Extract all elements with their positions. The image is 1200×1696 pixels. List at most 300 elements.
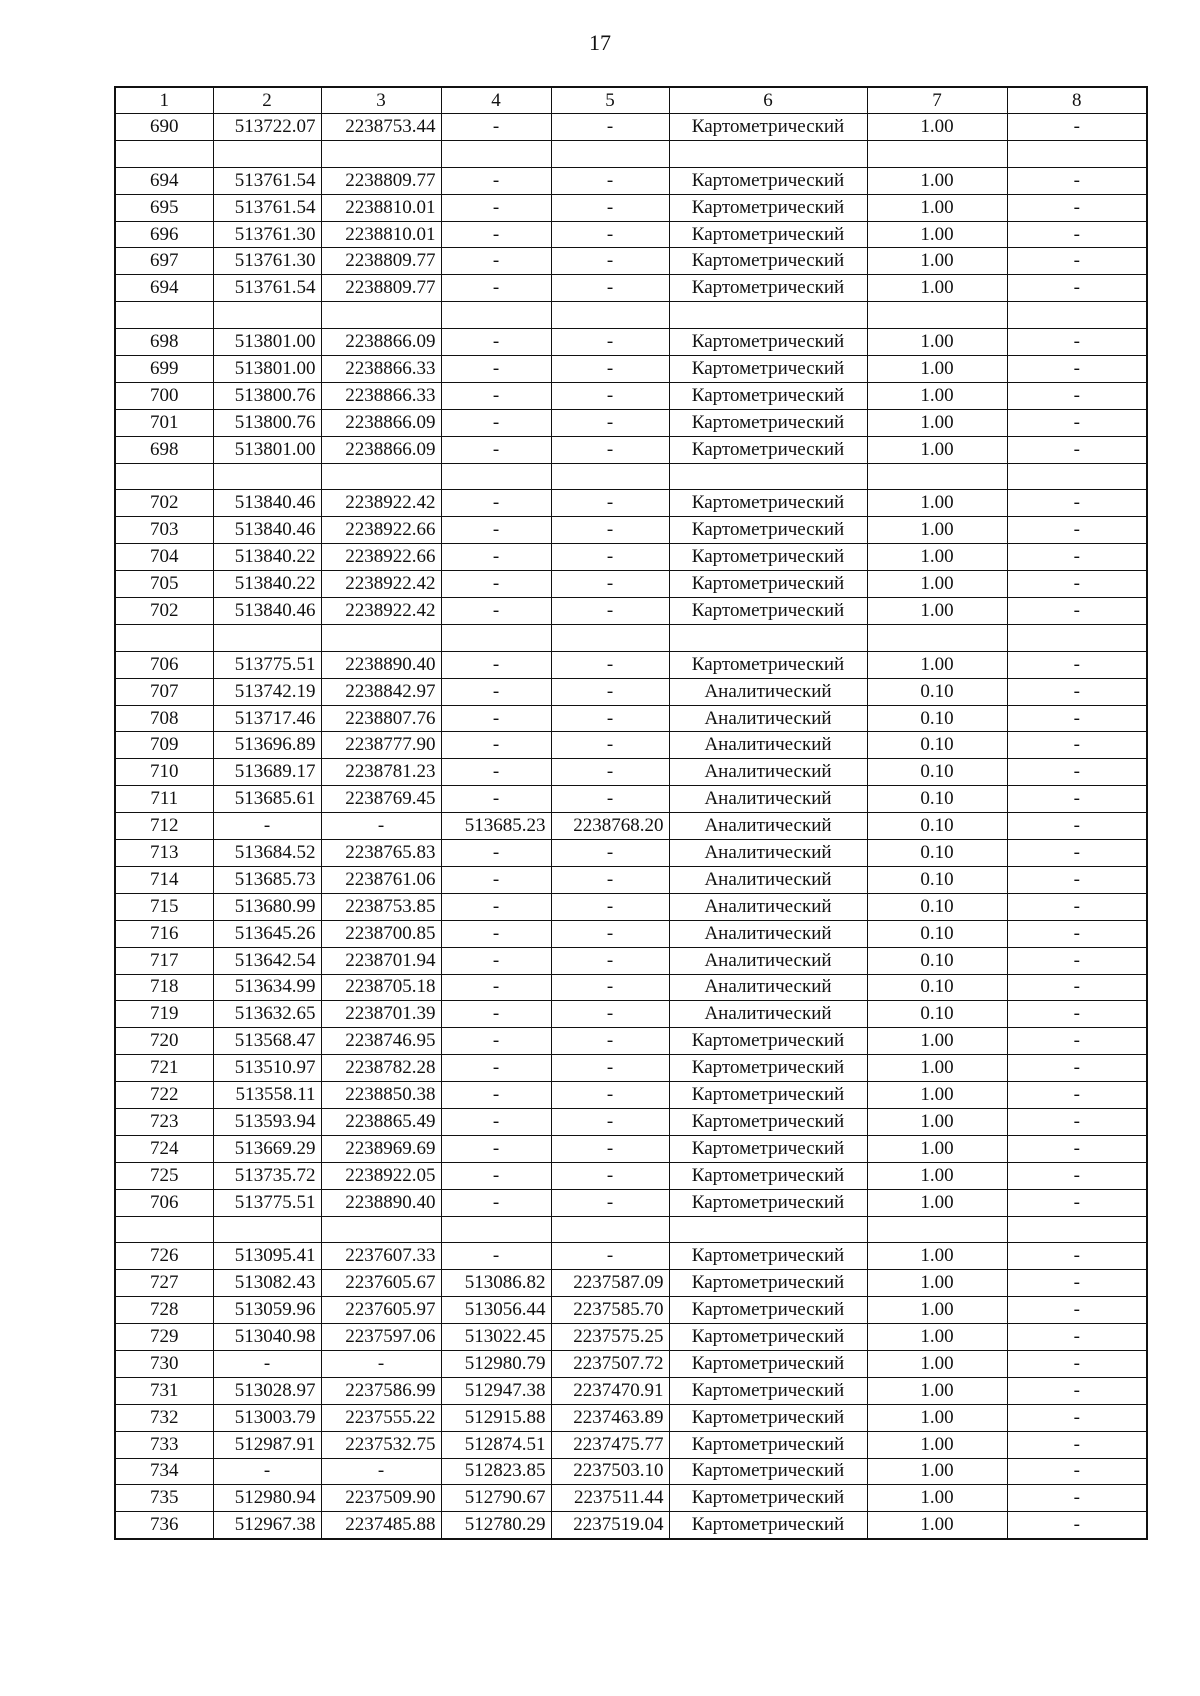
table-cell: Картометрический [669, 436, 867, 463]
empty-cell [321, 302, 441, 329]
table-cell: - [1007, 436, 1147, 463]
table-cell: - [551, 1055, 669, 1082]
table-cell: - [441, 678, 551, 705]
table-cell: 2238701.39 [321, 1001, 441, 1028]
table-cell: - [441, 1162, 551, 1189]
table-cell: 512980.79 [441, 1350, 551, 1377]
empty-cell [867, 140, 1007, 167]
table-cell: 694 [115, 167, 213, 194]
table-cell: - [1007, 356, 1147, 383]
table-cell: 1.00 [867, 221, 1007, 248]
empty-cell [321, 624, 441, 651]
table-cell: 1.00 [867, 329, 1007, 356]
table-cell: 1.00 [867, 1377, 1007, 1404]
table-cell: 1.00 [867, 167, 1007, 194]
table-cell: 513022.45 [441, 1324, 551, 1351]
table-cell: - [321, 1350, 441, 1377]
table-cell: - [441, 1028, 551, 1055]
table-cell: 2237575.25 [551, 1324, 669, 1351]
table-cell: 703 [115, 517, 213, 544]
table-cell: Аналитический [669, 813, 867, 840]
table-cell: 2238761.06 [321, 866, 441, 893]
table-cell: 716 [115, 920, 213, 947]
table-cell: 1.00 [867, 382, 1007, 409]
table-row [115, 786, 1147, 813]
table-cell: - [213, 1350, 321, 1377]
table-cell: - [551, 114, 669, 141]
table-cell: 2238768.20 [551, 813, 669, 840]
table-cell: - [1007, 571, 1147, 598]
empty-cell [867, 463, 1007, 490]
table-cell: - [551, 678, 669, 705]
table-cell: 2237503.10 [551, 1458, 669, 1485]
table-cell: - [441, 194, 551, 221]
table-cell: - [441, 490, 551, 517]
table-cell: 513558.11 [213, 1082, 321, 1109]
table-cell: 0.10 [867, 813, 1007, 840]
table-cell: Картометрический [669, 1082, 867, 1109]
table-cell: 2238810.01 [321, 221, 441, 248]
table-cell: 2238809.77 [321, 248, 441, 275]
empty-cell [551, 302, 669, 329]
table-row-separator [115, 302, 1147, 329]
table-cell: 2238850.38 [321, 1082, 441, 1109]
table-cell: - [551, 974, 669, 1001]
table-cell: 704 [115, 544, 213, 571]
table-cell: Картометрический [669, 114, 867, 141]
table-cell: - [441, 732, 551, 759]
table-row [115, 974, 1147, 1001]
table-cell: - [1007, 893, 1147, 920]
empty-cell [867, 1216, 1007, 1243]
table-cell: - [551, 517, 669, 544]
table-cell: 2237485.88 [321, 1512, 441, 1539]
table-cell: 726 [115, 1243, 213, 1270]
table-cell: 2237605.97 [321, 1297, 441, 1324]
table-body [115, 87, 1147, 1539]
table-cell: - [1007, 1270, 1147, 1297]
table-cell: - [1007, 1001, 1147, 1028]
table-cell: Картометрический [669, 1243, 867, 1270]
table-cell: 2238890.40 [321, 651, 441, 678]
table-cell: - [551, 544, 669, 571]
empty-cell [1007, 463, 1147, 490]
table-cell: 513510.97 [213, 1055, 321, 1082]
table-cell: - [551, 840, 669, 867]
table-row [115, 813, 1147, 840]
table-cell: 708 [115, 705, 213, 732]
table-cell: - [441, 651, 551, 678]
table-cell: - [1007, 1350, 1147, 1377]
empty-cell [669, 463, 867, 490]
table-cell: Картометрический [669, 1431, 867, 1458]
table-cell: 1.00 [867, 194, 1007, 221]
table-cell: 2238890.40 [321, 1189, 441, 1216]
table-cell: - [551, 221, 669, 248]
table-cell: - [441, 598, 551, 625]
table-cell: 2237463.89 [551, 1404, 669, 1431]
table-row [115, 436, 1147, 463]
table-cell: Аналитический [669, 974, 867, 1001]
empty-cell [441, 1216, 551, 1243]
table-cell: 702 [115, 598, 213, 625]
table-cell: 1.00 [867, 544, 1007, 571]
table-cell: Картометрический [669, 651, 867, 678]
table-cell: 734 [115, 1458, 213, 1485]
empty-cell [1007, 140, 1147, 167]
table-row [115, 866, 1147, 893]
table-cell: - [1007, 1162, 1147, 1189]
table-cell: 697 [115, 248, 213, 275]
table-cell: - [1007, 194, 1147, 221]
table-cell: 512915.88 [441, 1404, 551, 1431]
table-row [115, 893, 1147, 920]
table-cell: 513840.22 [213, 544, 321, 571]
table-cell: 1.00 [867, 1243, 1007, 1270]
table-row [115, 1082, 1147, 1109]
table-cell: - [551, 947, 669, 974]
table-cell: 718 [115, 974, 213, 1001]
empty-cell [115, 463, 213, 490]
table-row [115, 194, 1147, 221]
table-cell: 1.00 [867, 114, 1007, 141]
table-cell: - [441, 1135, 551, 1162]
table-cell: - [1007, 517, 1147, 544]
table-cell: 0.10 [867, 678, 1007, 705]
table-cell: 513801.00 [213, 356, 321, 383]
table-cell: 702 [115, 490, 213, 517]
table-cell: - [1007, 759, 1147, 786]
table-cell: 695 [115, 194, 213, 221]
table-row-separator [115, 140, 1147, 167]
table-cell: Картометрический [669, 517, 867, 544]
table-cell: 2237507.72 [551, 1350, 669, 1377]
table-cell: 513840.46 [213, 490, 321, 517]
table-row [115, 840, 1147, 867]
table-cell: - [1007, 329, 1147, 356]
empty-cell [551, 624, 669, 651]
table-cell: - [321, 813, 441, 840]
table-cell: 698 [115, 329, 213, 356]
table-cell: - [1007, 114, 1147, 141]
table-cell: 722 [115, 1082, 213, 1109]
table-cell: 1.00 [867, 490, 1007, 517]
table-cell: 2238753.44 [321, 114, 441, 141]
table-cell: - [441, 1108, 551, 1135]
table-cell: 513801.00 [213, 436, 321, 463]
table-cell: 2238865.49 [321, 1108, 441, 1135]
table-cell: 512967.38 [213, 1512, 321, 1539]
table-cell: 715 [115, 893, 213, 920]
table-row [115, 356, 1147, 383]
table-cell: Картометрический [669, 1028, 867, 1055]
table-cell: 2237587.09 [551, 1270, 669, 1297]
table-cell: 513801.00 [213, 329, 321, 356]
table-cell: - [1007, 678, 1147, 705]
column-header: 1 [115, 87, 213, 114]
empty-cell [1007, 624, 1147, 651]
column-header: 7 [867, 87, 1007, 114]
table-cell: 2238807.76 [321, 705, 441, 732]
table-cell: 2237509.90 [321, 1485, 441, 1512]
table-cell: - [1007, 167, 1147, 194]
table-row [115, 1324, 1147, 1351]
table-row [115, 920, 1147, 947]
table-row [115, 1377, 1147, 1404]
table-row [115, 1485, 1147, 1512]
table-cell: Картометрический [669, 571, 867, 598]
table-cell: 721 [115, 1055, 213, 1082]
table-cell: - [441, 974, 551, 1001]
table-cell: - [551, 490, 669, 517]
table-cell: 1.00 [867, 1297, 1007, 1324]
table-cell: 1.00 [867, 1028, 1007, 1055]
table-cell: Аналитический [669, 786, 867, 813]
table-cell: 1.00 [867, 1485, 1007, 1512]
empty-cell [669, 624, 867, 651]
table-cell: - [1007, 1324, 1147, 1351]
table-cell: 2238810.01 [321, 194, 441, 221]
table-cell: - [551, 1028, 669, 1055]
table-row [115, 329, 1147, 356]
table-cell: 513645.26 [213, 920, 321, 947]
table-cell: - [441, 1189, 551, 1216]
table-row [115, 544, 1147, 571]
table-cell: Картометрический [669, 409, 867, 436]
table-cell: 2238866.09 [321, 436, 441, 463]
column-header: 8 [1007, 87, 1147, 114]
table-cell: Картометрический [669, 1377, 867, 1404]
table-cell: 690 [115, 114, 213, 141]
table-cell: 2238922.42 [321, 490, 441, 517]
table-cell: 513800.76 [213, 382, 321, 409]
table-cell: - [551, 893, 669, 920]
table-cell: 513040.98 [213, 1324, 321, 1351]
empty-cell [867, 302, 1007, 329]
table-cell: 2238765.83 [321, 840, 441, 867]
table-cell: 512823.85 [441, 1458, 551, 1485]
table-cell: 1.00 [867, 1055, 1007, 1082]
table-cell: Картометрический [669, 1485, 867, 1512]
table-cell: - [441, 893, 551, 920]
table-row [115, 732, 1147, 759]
table-cell: - [1007, 920, 1147, 947]
empty-cell [213, 624, 321, 651]
table-cell: - [441, 544, 551, 571]
table-cell: 1.00 [867, 1082, 1007, 1109]
table-cell: 710 [115, 759, 213, 786]
table-row [115, 248, 1147, 275]
table-cell: - [551, 866, 669, 893]
empty-cell [551, 463, 669, 490]
table-cell: Аналитический [669, 759, 867, 786]
table-cell: 714 [115, 866, 213, 893]
table-cell: Картометрический [669, 1055, 867, 1082]
table-cell: Картометрический [669, 1512, 867, 1539]
table-cell: 0.10 [867, 1001, 1007, 1028]
table-cell: Картометрический [669, 1108, 867, 1135]
table-cell: 513840.46 [213, 517, 321, 544]
table-cell: 2237532.75 [321, 1431, 441, 1458]
table-cell: 0.10 [867, 732, 1007, 759]
table-cell: 513059.96 [213, 1297, 321, 1324]
table-row [115, 1108, 1147, 1135]
table-cell: Аналитический [669, 1001, 867, 1028]
table-cell: - [551, 1001, 669, 1028]
table-cell: - [551, 248, 669, 275]
table-cell: - [1007, 1055, 1147, 1082]
table-row [115, 1189, 1147, 1216]
empty-cell [441, 463, 551, 490]
table-cell: 512790.67 [441, 1485, 551, 1512]
table-cell: Картометрический [669, 1189, 867, 1216]
empty-cell [115, 140, 213, 167]
table-cell: - [441, 1243, 551, 1270]
table-cell: 513800.76 [213, 409, 321, 436]
table-row [115, 167, 1147, 194]
table-cell: - [1007, 1108, 1147, 1135]
table-cell: - [551, 1135, 669, 1162]
table-cell: 513684.52 [213, 840, 321, 867]
empty-cell [213, 1216, 321, 1243]
column-header: 5 [551, 87, 669, 114]
empty-cell [441, 624, 551, 651]
table-cell: 513028.97 [213, 1377, 321, 1404]
table-cell: - [551, 759, 669, 786]
table-cell: - [441, 1001, 551, 1028]
table-cell: 513840.46 [213, 598, 321, 625]
table-cell: - [551, 275, 669, 302]
table-cell: 701 [115, 409, 213, 436]
table-cell: - [1007, 786, 1147, 813]
table-cell: Картометрический [669, 329, 867, 356]
table-row [115, 490, 1147, 517]
table-cell: 2238866.09 [321, 409, 441, 436]
table-cell: - [1007, 1485, 1147, 1512]
table-cell: 706 [115, 1189, 213, 1216]
table-row [115, 1512, 1147, 1539]
table-cell: 1.00 [867, 1270, 1007, 1297]
table-cell: Картометрический [669, 221, 867, 248]
table-cell: 705 [115, 571, 213, 598]
table-cell: 2238777.90 [321, 732, 441, 759]
table-cell: - [1007, 382, 1147, 409]
table-cell: 709 [115, 732, 213, 759]
table-cell: - [1007, 813, 1147, 840]
table-cell: - [213, 1458, 321, 1485]
table-cell: 733 [115, 1431, 213, 1458]
table-cell: 513003.79 [213, 1404, 321, 1431]
empty-cell [1007, 302, 1147, 329]
table-cell: 713 [115, 840, 213, 867]
table-row [115, 409, 1147, 436]
table-cell: - [1007, 248, 1147, 275]
table-cell: 513775.51 [213, 1189, 321, 1216]
table-cell: 2238866.09 [321, 329, 441, 356]
table-row [115, 759, 1147, 786]
table-row [115, 1404, 1147, 1431]
table-cell: 1.00 [867, 1458, 1007, 1485]
table-cell: 513717.46 [213, 705, 321, 732]
table-cell: Картометрический [669, 1350, 867, 1377]
table-cell: - [441, 947, 551, 974]
table-cell: 2237585.70 [551, 1297, 669, 1324]
table-cell: 1.00 [867, 598, 1007, 625]
table-cell: 512980.94 [213, 1485, 321, 1512]
table-cell: - [551, 705, 669, 732]
table-row-separator [115, 1216, 1147, 1243]
table-row [115, 571, 1147, 598]
table-cell: 513669.29 [213, 1135, 321, 1162]
column-header: 2 [213, 87, 321, 114]
table-cell: - [1007, 1082, 1147, 1109]
table-cell: - [551, 1108, 669, 1135]
table-cell: - [1007, 1512, 1147, 1539]
table-row-separator [115, 624, 1147, 651]
column-header: 6 [669, 87, 867, 114]
table-cell: 513696.89 [213, 732, 321, 759]
table-cell: Картометрический [669, 1270, 867, 1297]
table-cell: 0.10 [867, 866, 1007, 893]
table-cell: - [551, 598, 669, 625]
table-cell: - [1007, 1243, 1147, 1270]
empty-cell [441, 140, 551, 167]
table-row [115, 1431, 1147, 1458]
table-cell: 513685.23 [441, 813, 551, 840]
table-cell: 2237597.06 [321, 1324, 441, 1351]
table-cell: 2238842.97 [321, 678, 441, 705]
table-cell: - [1007, 598, 1147, 625]
table-cell: 513689.17 [213, 759, 321, 786]
table-cell: 724 [115, 1135, 213, 1162]
empty-cell [867, 624, 1007, 651]
table-cell: 1.00 [867, 571, 1007, 598]
table-cell: 512874.51 [441, 1431, 551, 1458]
table-cell: - [551, 651, 669, 678]
table-cell: - [1007, 840, 1147, 867]
empty-cell [669, 140, 867, 167]
table-cell: 2238809.77 [321, 275, 441, 302]
table-cell: - [551, 571, 669, 598]
table-cell: 699 [115, 356, 213, 383]
table-cell: - [1007, 974, 1147, 1001]
table-cell: - [441, 786, 551, 813]
column-header: 4 [441, 87, 551, 114]
table-cell: - [441, 517, 551, 544]
coordinates-table [114, 86, 1148, 1540]
table-cell: - [441, 409, 551, 436]
table-cell: Аналитический [669, 840, 867, 867]
table-cell: 2237519.04 [551, 1512, 669, 1539]
table-cell: 1.00 [867, 651, 1007, 678]
table-cell: 2238866.33 [321, 382, 441, 409]
table-cell: 2238866.33 [321, 356, 441, 383]
table-cell: - [1007, 651, 1147, 678]
table-cell: Картометрический [669, 1135, 867, 1162]
table-cell: - [1007, 866, 1147, 893]
table-cell: 719 [115, 1001, 213, 1028]
table-cell: 1.00 [867, 1189, 1007, 1216]
empty-cell [321, 1216, 441, 1243]
table-cell: Картометрический [669, 1297, 867, 1324]
table-cell: 1.00 [867, 275, 1007, 302]
table-cell: - [1007, 947, 1147, 974]
table-cell: 2238922.42 [321, 598, 441, 625]
table-cell: - [1007, 1377, 1147, 1404]
table-cell: 513593.94 [213, 1108, 321, 1135]
table-cell: - [441, 275, 551, 302]
table-cell: Картометрический [669, 356, 867, 383]
